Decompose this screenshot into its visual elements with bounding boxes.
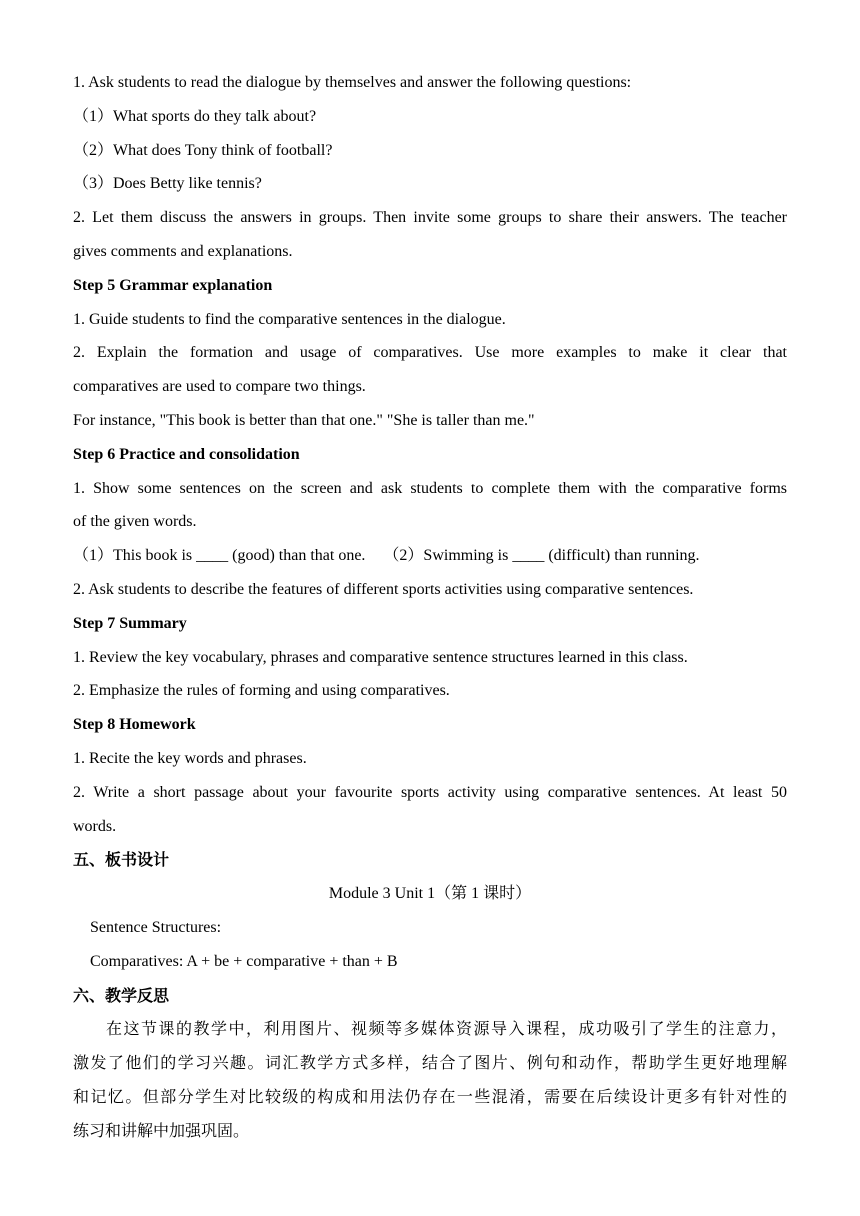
reflection-heading: 六、教学反思 [73, 985, 170, 1005]
step8-item-1: 1. Recite the key words and phrases. [73, 749, 307, 767]
reflection-line-4: 练习和讲解中加强巩固。 [73, 1120, 250, 1140]
document-body [73, 66, 787, 1148]
exercise-2: （2）Swimming is ____ (difficult) than running. [383, 547, 700, 565]
step6-item-1: 1. Show some sentences on the screen and ask students to complete them with the comparative forms [73, 479, 787, 497]
step8-heading: Step 8 Homework [73, 716, 196, 734]
step5-heading: Step 5 Grammar explanation [73, 276, 273, 294]
reflection-line-3: 和记忆。但部分学生对比较级的构成和用法仍存在一些混淆，需要在后续设计更多有针对性的 [73, 1086, 787, 1106]
step7-item-1: 1. Review the key vocabulary, phrases and comparative sentence structures learned in this class. [73, 648, 688, 666]
discussion-line-cont: gives comments and explanations. [73, 242, 293, 260]
exercise-1: （1）This book is ____ (good) than that one. [73, 547, 366, 565]
step7-item-2: 2. Emphasize the rules of forming and using comparatives. [73, 682, 450, 700]
step8-item-2: 2. Write a short passage about your favourite sports activity using comparative sentences. At least 50 [73, 783, 787, 801]
board-title: Module 3 Unit 1（第 1 课时） [328, 885, 532, 903]
instruction-line: 1. Ask students to read the dialogue by themselves and answer the following questions: [73, 74, 632, 91]
step6-heading: Step 6 Practice and consolidation [73, 445, 300, 463]
step6-item-2: 2. Ask students to describe the features of different sports activities using comparative sentences. [73, 580, 694, 598]
discussion-line: 2. Let them discuss the answers in groups. Then invite some groups to share their answers. The teacher [73, 209, 787, 227]
board-formula: Comparatives: A + be + comparative + than + B [90, 952, 398, 970]
board-design-heading: 五、板书设计 [73, 850, 170, 870]
step6-item-1-cont: of the given words. [73, 513, 197, 531]
step5-item-2-cont: comparatives are used to compare two things. [73, 378, 366, 396]
step8-item-2-cont: words. [73, 817, 117, 835]
reflection-line-2: 激发了他们的学习兴趣。词汇教学方式多样，结合了图片、例句和动作，帮助学生更好地理解 [73, 1053, 787, 1073]
board-structures-label: Sentence Structures: [90, 918, 222, 936]
question-3: （3）Does Betty like tennis? [73, 175, 262, 193]
step7-heading: Step 7 Summary [73, 614, 187, 632]
step5-item-2: 2. Explain the formation and usage of comparatives. Use more examples to make it clear that [73, 344, 787, 362]
step5-item-1: 1. Guide students to find the comparative sentences in the dialogue. [73, 310, 506, 328]
reflection-line-1: 在这节课的教学中，利用图片、视频等多媒体资源导入课程，成功吸引了学生的注意力， [106, 1019, 787, 1039]
question-2: （2）What does Tony think of football? [73, 141, 333, 159]
step6-exercises [73, 539, 787, 573]
step5-instance: For instance, "This book is better than that one." "She is taller than me." [73, 411, 535, 429]
question-1: （1）What sports do they talk about? [73, 107, 317, 125]
